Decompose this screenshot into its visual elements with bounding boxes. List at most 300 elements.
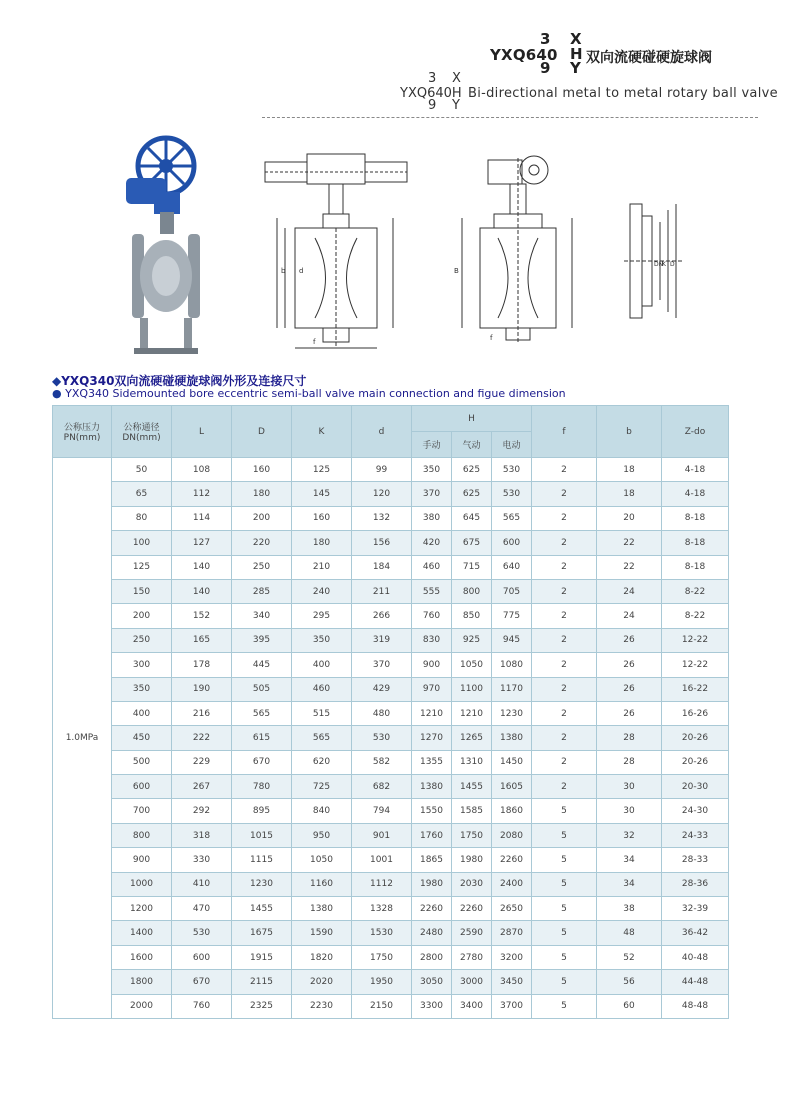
table-cell: 1115 [232,848,292,872]
table-cell: 429 [352,677,412,701]
table-cell: 600 [112,775,172,799]
table-cell: 1080 [492,653,532,677]
table-cell: 216 [172,701,232,725]
table-cell: 24-30 [662,799,729,823]
table-cell: 775 [492,604,532,628]
table-cell: 1530 [352,921,412,945]
table-cell: 530 [492,482,532,506]
table-cell: 760 [412,604,452,628]
drawing-pneumatic [255,148,417,356]
table-row [53,531,729,555]
table-cell: 165 [172,628,232,652]
table-cell: 1170 [492,677,532,701]
table-cell: 2870 [492,921,532,945]
table-cell: 1310 [452,750,492,774]
table-cell: 180 [292,531,352,555]
table-row [53,775,729,799]
table-cell: 250 [112,628,172,652]
table-cell: 3000 [452,970,492,994]
table-cell: 1980 [412,872,452,896]
table-cell: 127 [172,531,232,555]
d3-label-d: D [670,261,675,268]
table-cell: 460 [292,677,352,701]
d3-label-k: K [662,261,666,268]
table-cell: 2 [532,531,597,555]
table-cell: 295 [292,604,352,628]
table-cell: 200 [112,604,172,628]
table-cell: 2800 [412,945,452,969]
table-cell: 28 [597,726,662,750]
en-stack-bottom-2: Y [452,98,460,113]
table-cell: 22 [597,555,662,579]
table-cell: 500 [112,750,172,774]
table-cell: 220 [232,531,292,555]
table-cell: 330 [172,848,232,872]
table-cell: 625 [452,458,492,482]
table-cell: 52 [597,945,662,969]
table-cell: 1265 [452,726,492,750]
table-cell: 24-33 [662,823,729,847]
table-cell: 530 [492,458,532,482]
table-cell: 1100 [452,677,492,701]
table-cell: 2 [532,458,597,482]
title-en: Bi-directional metal to metal rotary ball valve [468,86,778,101]
table-cell: 26 [597,653,662,677]
table-cell: 32-39 [662,897,729,921]
table-cell: 184 [352,555,412,579]
table-cell: 5 [532,823,597,847]
table-cell: 460 [412,555,452,579]
table-cell: 2030 [452,872,492,896]
table-cell: 100 [112,531,172,555]
table-cell: 5 [532,897,597,921]
table-cell: 44-48 [662,970,729,994]
table-cell: 925 [452,628,492,652]
en-stack-bottom-1: 9 [428,98,437,113]
table-cell: 400 [292,653,352,677]
drawing-manual [450,148,586,348]
table-cell: 620 [292,750,352,774]
table-cell: 1210 [412,701,452,725]
table-row [53,726,729,750]
table-cell: 1050 [452,653,492,677]
table-cell: 150 [112,579,172,603]
table-cell: 267 [172,775,232,799]
header-b: b [597,406,662,458]
table-cell: 2325 [232,994,292,1018]
d1-label-d: d [299,267,304,275]
table-cell: 18 [597,458,662,482]
table-cell: 5 [532,848,597,872]
table-cell: 5 [532,970,597,994]
table-cell: 48 [597,921,662,945]
header-dn: 公称通径 DN(mm) [112,406,172,458]
table-cell: 125 [112,555,172,579]
table-cell: 28-33 [662,848,729,872]
table-row [53,506,729,530]
table-cell: 26 [597,701,662,725]
table-cell: 565 [292,726,352,750]
table-cell: 2590 [452,921,492,945]
table-cell: 705 [492,579,532,603]
table-cell: 180 [232,482,292,506]
table-cell: 615 [232,726,292,750]
table-cell: 700 [112,799,172,823]
table-cell: 160 [292,506,352,530]
table-cell: 48-48 [662,994,729,1018]
table-cell: 2080 [492,823,532,847]
table-cell: 350 [112,677,172,701]
table-cell: 2 [532,677,597,701]
table-row [53,482,729,506]
table-cell: 3450 [492,970,532,994]
table-cell: 970 [412,677,452,701]
table-cell: 8-18 [662,506,729,530]
table-cell: 2 [532,506,597,530]
table-cell: 555 [412,579,452,603]
header-L: L [172,406,232,458]
table-cell: 229 [172,750,232,774]
table-cell: 2 [532,604,597,628]
header-d: d [352,406,412,458]
table-cell: 20 [597,506,662,530]
table-cell: 2480 [412,921,452,945]
table-cell: 1675 [232,921,292,945]
en-stack-top-1: 3 [428,71,437,86]
table-cell: 640 [492,555,532,579]
table-cell: 850 [452,604,492,628]
table-cell: 3200 [492,945,532,969]
table-cell: 318 [172,823,232,847]
table-cell: 582 [352,750,412,774]
table-cell: 1380 [492,726,532,750]
table-cell: 1820 [292,945,352,969]
d2-label-b: B [454,267,459,275]
table-cell: 670 [232,750,292,774]
table-cell: 60 [597,994,662,1018]
table-row [53,458,729,482]
table-cell: 30 [597,799,662,823]
table-cell: 350 [292,628,352,652]
table-cell: 1210 [452,701,492,725]
header-H-electric: 电动 [492,432,532,458]
table-cell: 5 [532,921,597,945]
table-cell: 125 [292,458,352,482]
table-cell: 99 [352,458,412,482]
table-cell: 1355 [412,750,452,774]
table-cell: 565 [232,701,292,725]
table-cell: 2 [532,726,597,750]
table-row [53,750,729,774]
table-cell: 395 [232,628,292,652]
table-cell: 1750 [352,945,412,969]
d3-label-dn: DN [654,261,664,268]
table-cell: 370 [412,482,452,506]
table-cell: 1200 [112,897,172,921]
table-cell: 285 [232,579,292,603]
table-cell: 794 [352,799,412,823]
table-cell: 1800 [112,970,172,994]
table-cell: 300 [112,653,172,677]
table-cell: 1590 [292,921,352,945]
table-cell: 445 [232,653,292,677]
table-row [53,555,729,579]
table-cell: 24 [597,604,662,628]
model-stack-top-2: X [570,30,582,48]
table-cell: 505 [232,677,292,701]
table-cell: 2 [532,775,597,799]
table-cell: 1328 [352,897,412,921]
table-cell: 901 [352,823,412,847]
table-cell: 65 [112,482,172,506]
table-cell: 1750 [452,823,492,847]
table-cell: 250 [232,555,292,579]
table-row [53,799,729,823]
table-cell: 5 [532,872,597,896]
table-cell: 1015 [232,823,292,847]
table-row [53,653,729,677]
diamond-bullet-icon: ◆ [52,374,62,388]
header-H: H [412,406,532,432]
table-cell: 156 [352,531,412,555]
table-cell: 900 [412,653,452,677]
model-stack-bottom-2: Y [570,59,581,77]
d1-label-f: f [313,338,316,346]
table-cell: 8-22 [662,579,729,603]
table-cell: 8-18 [662,531,729,555]
table-cell: 108 [172,458,232,482]
table-cell: 1605 [492,775,532,799]
table-cell: 140 [172,555,232,579]
table-cell: 670 [172,970,232,994]
table-cell: 200 [232,506,292,530]
table-cell: 800 [112,823,172,847]
table-cell: 120 [352,482,412,506]
section-title-en-text: YXQ340 Sidemounted bore eccentric semi-ball valve main connection and figue dimension [65,387,566,400]
table-cell: 1001 [352,848,412,872]
table-cell: 2020 [292,970,352,994]
table-cell: 1455 [452,775,492,799]
table-cell: 34 [597,848,662,872]
table-cell: 1550 [412,799,452,823]
table-cell: 20-26 [662,726,729,750]
valve-photo [118,134,214,358]
table-cell: 2150 [352,994,412,1018]
header-H-pneumatic: 气动 [452,432,492,458]
table-cell: 319 [352,628,412,652]
table-cell: 1865 [412,848,452,872]
table-cell: 1455 [232,897,292,921]
table-cell: 50 [112,458,172,482]
drawing-flange [620,196,690,326]
table-row [53,677,729,701]
table-cell: 950 [292,823,352,847]
dot-bullet-icon: ● [52,387,62,400]
table-cell: 1450 [492,750,532,774]
table-cell: 26 [597,628,662,652]
table-cell: 145 [292,482,352,506]
table-cell: 725 [292,775,352,799]
table-cell: 266 [352,604,412,628]
table-row [53,579,729,603]
table-cell: 2 [532,579,597,603]
header-pn: 公称压力 PN(mm) [53,406,112,458]
table-row [53,994,729,1018]
table-cell: 12-22 [662,628,729,652]
table-cell: 480 [352,701,412,725]
table-cell: 222 [172,726,232,750]
table-cell: 210 [292,555,352,579]
table-cell: 895 [232,799,292,823]
header-divider [262,117,758,118]
table-cell: 350 [412,458,452,482]
table-cell: 30 [597,775,662,799]
table-row [53,701,729,725]
table-cell: 152 [172,604,232,628]
table-cell: 410 [172,872,232,896]
table-cell: 8-18 [662,555,729,579]
table-cell: 26 [597,677,662,701]
table-cell: 38 [597,897,662,921]
table-cell: 2260 [452,897,492,921]
table-cell: 211 [352,579,412,603]
table-cell: 160 [232,458,292,482]
table-cell: 1980 [452,848,492,872]
table-row [53,628,729,652]
table-cell: 16-26 [662,701,729,725]
table-cell: 16-22 [662,677,729,701]
table-cell: 530 [352,726,412,750]
table-cell: 1600 [112,945,172,969]
header-H-manual: 手动 [412,432,452,458]
table-row [53,945,729,969]
table-row [53,604,729,628]
header-z: Z-do [662,406,729,458]
table-cell: 645 [452,506,492,530]
table-row [53,823,729,847]
table-cell: 600 [172,945,232,969]
model-base: YXQ640 [490,46,558,64]
table-cell: 3050 [412,970,452,994]
table-row [53,921,729,945]
table-cell: 2 [532,482,597,506]
table-cell: 1230 [232,872,292,896]
table-body [53,458,729,1019]
table-cell: 2000 [112,994,172,1018]
header-K: K [292,406,352,458]
table-cell: 682 [352,775,412,799]
table-cell: 1160 [292,872,352,896]
table-cell: 22 [597,531,662,555]
table-cell: 515 [292,701,352,725]
table-cell: 900 [112,848,172,872]
model-stack-bottom-1: 9 [540,59,551,77]
table-cell: 56 [597,970,662,994]
table-cell: 12-22 [662,653,729,677]
table-cell: 1380 [292,897,352,921]
table-cell: 400 [112,701,172,725]
table-cell: 530 [172,921,232,945]
en-stack-top-2: X [452,71,461,86]
table-cell: 1950 [352,970,412,994]
table-cell: 240 [292,579,352,603]
table-cell: 470 [172,897,232,921]
table-cell: 1270 [412,726,452,750]
table-row [53,872,729,896]
table-cell: 114 [172,506,232,530]
table-cell: 34 [597,872,662,896]
table-cell: 2 [532,701,597,725]
table-cell: 3700 [492,994,532,1018]
table-cell: 2 [532,555,597,579]
section-title-cn-text: YXQ340双向流硬碰硬旋球阀外形及连接尺寸 [61,374,307,388]
table-cell: 760 [172,994,232,1018]
model-stack-mid-2: H [570,45,583,63]
table-cell: 36-42 [662,921,729,945]
pn-value: 1.0MPa [53,458,112,1019]
table-cell: 4-18 [662,458,729,482]
table-cell: 2650 [492,897,532,921]
table-cell: 945 [492,628,532,652]
table-cell: 3300 [412,994,452,1018]
table-cell: 600 [492,531,532,555]
table-cell: 2260 [492,848,532,872]
table-cell: 1230 [492,701,532,725]
table-cell: 1585 [452,799,492,823]
table-cell: 32 [597,823,662,847]
table-row [53,970,729,994]
table-cell: 675 [452,531,492,555]
table-cell: 380 [412,506,452,530]
table-cell: 112 [172,482,232,506]
table-cell: 292 [172,799,232,823]
table-cell: 625 [452,482,492,506]
table-cell: 1000 [112,872,172,896]
table-cell: 2115 [232,970,292,994]
table-cell: 1860 [492,799,532,823]
table-cell: 565 [492,506,532,530]
table-row [53,848,729,872]
table-cell: 370 [352,653,412,677]
table-cell: 2 [532,750,597,774]
table-cell: 28-36 [662,872,729,896]
table-cell: 5 [532,799,597,823]
model-stack-top-1: 3 [540,30,551,48]
table-cell: 28 [597,750,662,774]
table-cell: 140 [172,579,232,603]
table-cell: 2 [532,628,597,652]
table-cell: 24 [597,579,662,603]
table-cell: 420 [412,531,452,555]
table-row [53,897,729,921]
table-cell: 20-26 [662,750,729,774]
table-cell: 715 [452,555,492,579]
table-cell: 3400 [452,994,492,1018]
table-cell: 2230 [292,994,352,1018]
table-cell: 1112 [352,872,412,896]
table-cell: 840 [292,799,352,823]
en-model-base: YXQ640H [400,86,462,101]
table-cell: 2260 [412,897,452,921]
table-cell: 2 [532,653,597,677]
table-cell: 2400 [492,872,532,896]
table-cell: 8-22 [662,604,729,628]
table-cell: 830 [412,628,452,652]
table-cell: 18 [597,482,662,506]
table-cell: 1915 [232,945,292,969]
model-title-cn [490,30,770,78]
section-title-en [52,387,566,400]
